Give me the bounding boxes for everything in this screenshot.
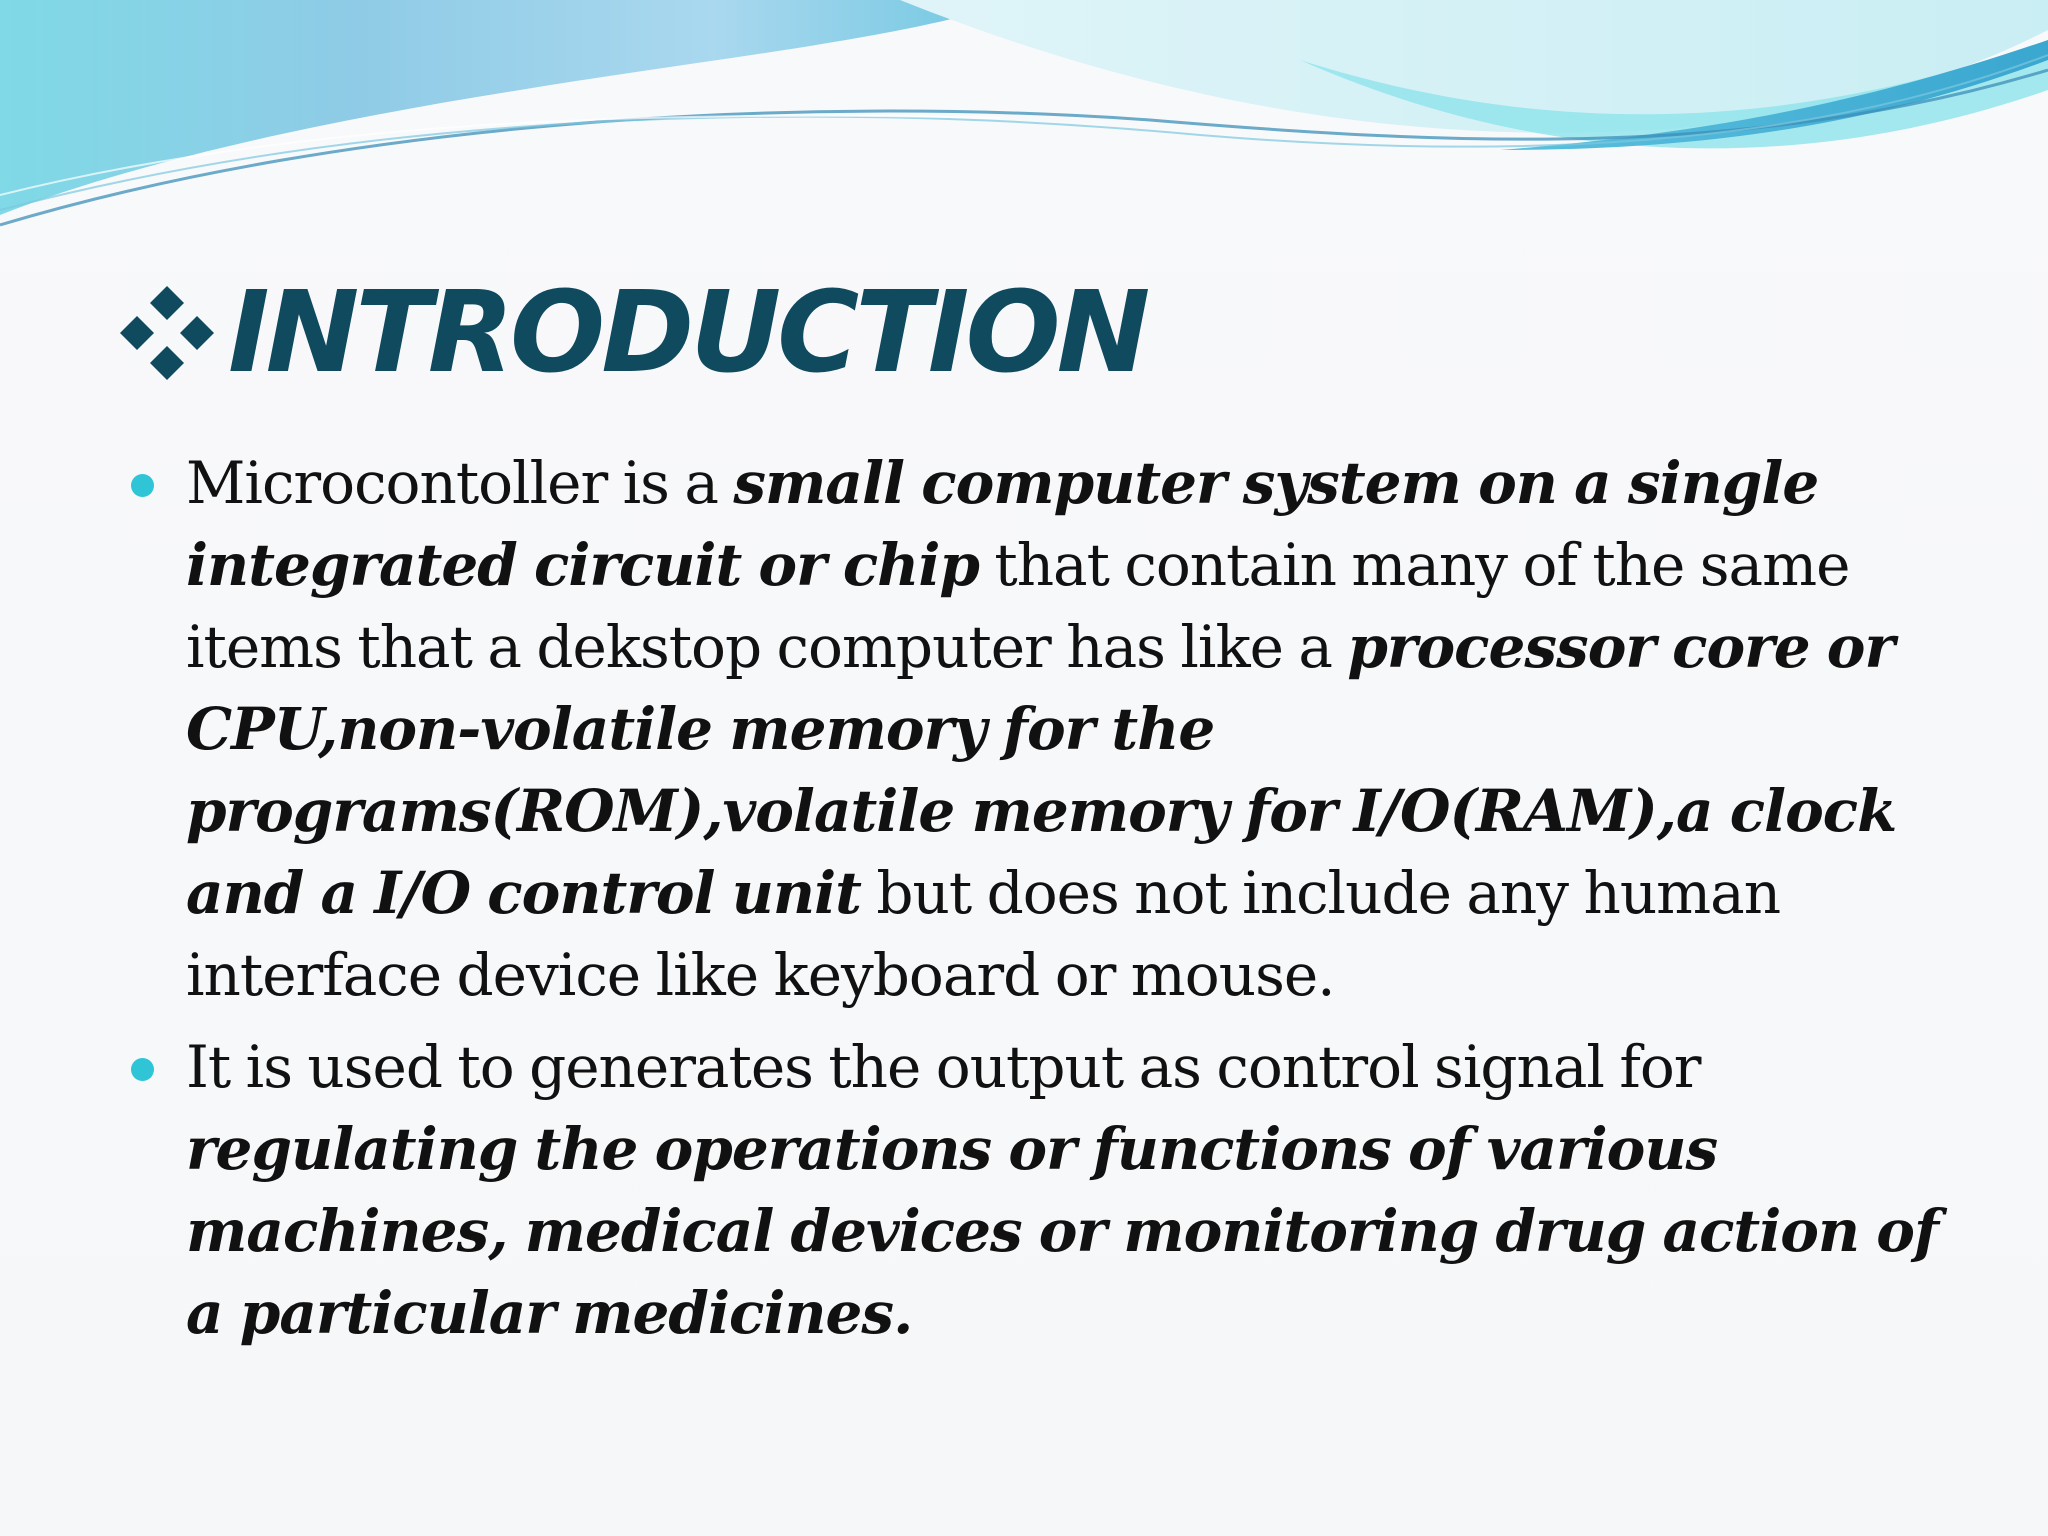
four-diamond-ornament-icon (112, 278, 222, 388)
slide-title: INTRODUCTION (228, 268, 1147, 398)
emphasized-text-segment: processor core or CPU,non-volatile memory for the programs(ROM),volatile memory for I/O(RAM),a clock and a I/O control unit (186, 613, 1897, 927)
emphasized-text-segment: regulating the operations or functions of various machines, medical devices or monitoring drug action of a particular medicines. (186, 1115, 1938, 1347)
text-segment: that contain many of the same items that a dekstop computer has like a (186, 531, 1850, 681)
bullet-text (186, 1026, 1958, 1354)
header-wave-decoration (0, 0, 2048, 260)
text-segment: Microcontoller is a (186, 449, 734, 517)
text-segment: but does not include any human interface device like keyboard or mouse. (186, 859, 1781, 1009)
title-row (112, 268, 1146, 398)
bullet-dot-icon (131, 474, 154, 497)
bullet-item (128, 442, 1958, 1016)
emphasized-text-segment: small computer system on a single integrated circuit or chip (186, 449, 1819, 599)
bullet-text (186, 442, 1958, 1016)
bullet-item (128, 1026, 1958, 1354)
slide-body (128, 442, 1958, 1364)
text-segment: It is used to generates the output as control signal for (186, 1033, 1701, 1101)
bullet-dot-icon (131, 1058, 154, 1081)
